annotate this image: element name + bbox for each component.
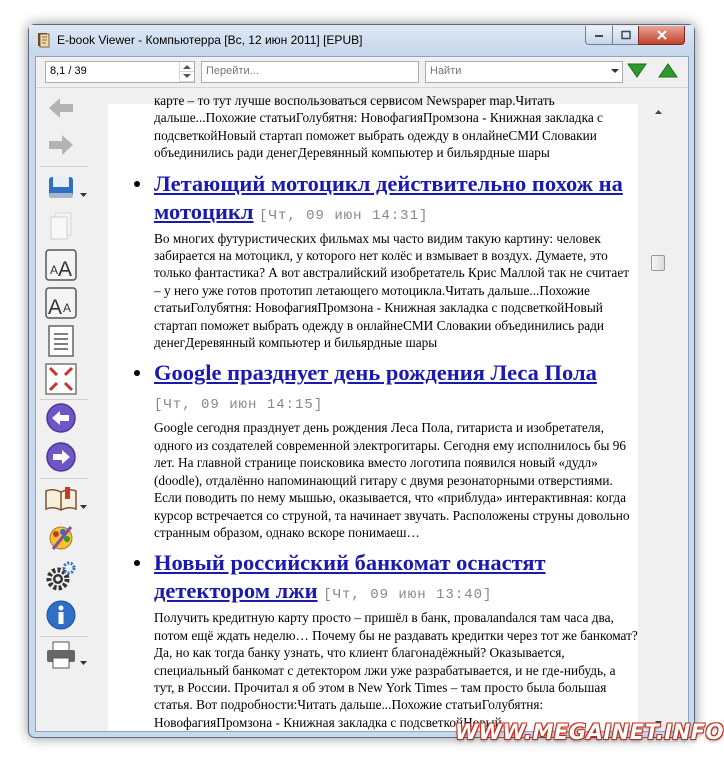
toolbar-separator	[40, 166, 88, 167]
font-smaller-icon	[45, 287, 77, 319]
toolbar-separator	[40, 399, 88, 400]
chevron-down-icon	[183, 74, 191, 79]
navigation-toolbar	[36, 57, 688, 88]
bullet	[134, 370, 140, 376]
article-title-link[interactable]: Летающий мотоцикл действительно похож на мотоцикл	[154, 170, 623, 224]
article-title-link[interactable]: Новый российский банкомат оснастят детектором лжи	[154, 550, 546, 604]
font-smaller-button[interactable]	[44, 286, 78, 320]
article-text: Во многих футуристических фильмах мы часто видим такую картину: человек забирается на мотоцикл, у которого нет колёс и взмывает в воздух. Думаете, это только фантастика? А вот австралийский изобретатель Крис Маллой так не считает – у него уже готов прототип летающего мотоцикла.Читать дальше...Похожие статьиГолубятня: НовофагияПромзона - Книжная закладка с подсветкойНовый стартап поможет выбрать одежду в онлайнеСМИ Словакии объединились ради денегДеревянный компьютер и бильярдные шары	[154, 230, 630, 351]
bookmarks-button[interactable]	[44, 482, 78, 516]
back-button[interactable]	[44, 91, 78, 125]
article-text: Google сегодня празднует день рождения Леса Пола, гитариста и изобретателя, одного из создателей современной электрогитары. Сегодня ему исполнилось бы 96 лет. На главной странице поисковика вместо логотипа появился новый «дудл» (doodle), отдалённо напоминающий гитару с двумя резонаторными отверстиями. Если поводить по нему мышью, оказывается, что «приблуда» интерактивная: когда курсор встречается со струной, та начинает звучать. Расположены струны довольно странным образом, однако вскоре понимаеш…	[154, 420, 630, 540]
minimize-icon	[594, 32, 604, 38]
font-larger-button[interactable]	[44, 248, 78, 282]
table-of-contents-button[interactable]	[44, 324, 78, 358]
settings-gear-icon	[45, 560, 77, 592]
settings-button[interactable]	[44, 559, 78, 593]
goto-input[interactable]	[206, 65, 400, 77]
article-text: Получить кредитную карту просто – пришёл в банк, провалandался там часа два, потом ещё ждать неделю… Почему бы не раздавать кредитки через тот же банкомат? Да, но как тогда банку узнать, что клиент благонадёжный? Оказывается, специальный банкомат с детектором лжи уже разрабатывается, и не где-нибудь, а тут, в России. Прочитал я об этом в New York Times – там просто была большая статья. Вот подробности:Читать дальше...Похожие статьиГолубятня: НовофагияПромзона - Книжная закладка с подсветкойНовый	[154, 610, 638, 730]
table-of-contents-icon	[47, 325, 75, 357]
preferences-button[interactable]	[44, 520, 78, 554]
article-date: [Чт, 09 июн 13:40]	[323, 587, 493, 604]
back-arrow-icon	[47, 96, 75, 120]
dropdown-arrow-icon	[80, 193, 87, 197]
svg-text:A: A	[58, 258, 73, 281]
maximize-button[interactable]	[612, 26, 639, 45]
client-area	[35, 56, 689, 732]
find-next-icon[interactable]	[627, 63, 647, 78]
list-item	[108, 170, 638, 352]
save-button[interactable]	[44, 170, 78, 204]
app-book-icon	[36, 32, 52, 48]
intro-snippet: карте – то тут лучше воспользоваться сервисом Newspaper map.Читать дальше...Похожие статьиГолубятня: НовофагияПромзона - Книжная закладка с подсветкойНовый стартап поможет выбрать одежду в онлайнеСМИ Словакии объединились ради денегДеревянный компьютер и бильярдные шары	[154, 93, 603, 161]
save-icon	[46, 173, 76, 201]
dropdown-arrow-icon	[80, 505, 87, 509]
close-icon	[656, 30, 668, 40]
document-view[interactable]	[108, 93, 638, 731]
article-heading	[154, 359, 638, 419]
font-larger-icon	[45, 249, 77, 281]
position-spinbox[interactable]	[45, 61, 195, 83]
vertical-scrollbar[interactable]	[650, 104, 667, 731]
forward-button[interactable]	[44, 128, 78, 162]
info-icon	[45, 599, 77, 631]
watermark: WWW.MEGAINET.INFO	[455, 720, 724, 744]
article-date: [Чт, 09 июн 14:15]	[154, 397, 324, 414]
close-button[interactable]	[638, 26, 685, 45]
action-toolbar	[36, 88, 90, 731]
step-down-button[interactable]	[180, 72, 194, 82]
window-title: E-book Viewer - Компьютерра [Вс, 12 июн 2011] [EPUB]	[57, 33, 363, 47]
article-heading	[154, 549, 638, 609]
toolbar-separator	[40, 636, 88, 637]
print-button[interactable]	[44, 638, 78, 672]
dropdown-arrow-icon	[80, 661, 87, 665]
bullet	[134, 560, 140, 566]
find-previous-icon[interactable]	[658, 63, 678, 78]
svg-text:A: A	[63, 301, 72, 315]
article-date: [Чт, 09 июн 14:31]	[259, 207, 429, 224]
svg-text:A: A	[50, 263, 59, 277]
toolbar-separator	[40, 478, 88, 479]
print-icon	[45, 640, 77, 670]
article-title-link[interactable]: Google празднует день рождения Леса Пола	[154, 360, 597, 386]
fullscreen-button[interactable]	[44, 362, 78, 396]
copy-icon	[47, 211, 75, 241]
fullscreen-icon	[45, 363, 77, 395]
save-menu-arrow[interactable]	[80, 184, 88, 202]
copy-button[interactable]	[44, 209, 78, 243]
previous-page-icon	[45, 402, 77, 434]
maximize-icon	[621, 31, 631, 40]
scroll-up-arrow-icon[interactable]	[655, 110, 662, 114]
goto-field[interactable]	[201, 61, 419, 83]
search-input[interactable]	[430, 65, 606, 77]
dropdown-arrow-icon[interactable]	[611, 69, 619, 74]
minimize-button[interactable]	[585, 26, 613, 45]
search-combobox[interactable]	[425, 61, 623, 83]
chevron-up-icon	[183, 64, 191, 69]
bookmarks-icon	[44, 485, 78, 513]
bookmarks-menu-arrow[interactable]	[80, 496, 88, 514]
ebook-viewer-window	[28, 24, 695, 738]
next-page-button[interactable]	[44, 440, 78, 474]
title-bar[interactable]	[29, 25, 694, 55]
list-item	[108, 359, 638, 541]
previous-page-button[interactable]	[44, 401, 78, 435]
position-value: 8,1 / 39	[50, 65, 87, 77]
document-content	[108, 92, 638, 731]
position-stepper[interactable]	[179, 62, 194, 82]
bullet	[134, 181, 140, 187]
article-heading	[154, 170, 638, 230]
info-button[interactable]	[44, 598, 78, 632]
next-page-icon	[45, 441, 77, 473]
list-item	[108, 549, 638, 731]
step-up-button[interactable]	[180, 62, 194, 72]
forward-arrow-icon	[47, 133, 75, 157]
preferences-icon	[45, 521, 77, 553]
svg-text:A: A	[48, 296, 63, 319]
scrollbar-thumb[interactable]	[651, 255, 665, 271]
print-menu-arrow[interactable]	[80, 652, 88, 670]
